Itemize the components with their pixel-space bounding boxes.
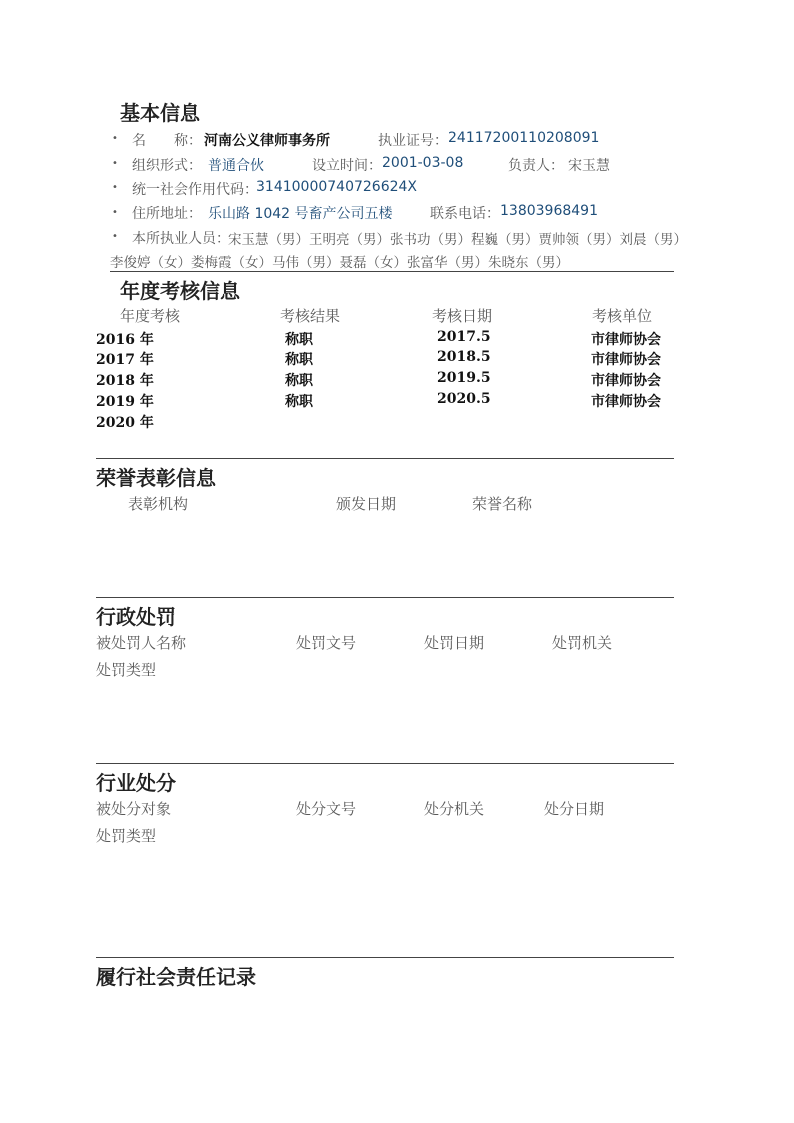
- col-header-discipline-date: 处分日期: [544, 800, 605, 818]
- col-header-discipline-authority: 处分机关: [424, 800, 485, 818]
- review-year: 2019 年: [96, 394, 154, 410]
- credit-code-label: 统一社会作用代码：: [132, 182, 258, 198]
- col-header-discipline-type: 处罚类型: [96, 827, 157, 845]
- col-header-disciplined-party: 被处分对象: [96, 800, 172, 818]
- section-divider: [96, 458, 674, 459]
- col-header-issuer: 表彰机构: [128, 495, 189, 513]
- admin-penalty-heading: 行政处罚: [96, 605, 176, 629]
- review-result: 称职: [285, 373, 313, 389]
- established-label: 设立时间：: [312, 158, 382, 174]
- col-header-penalized-name: 被处罚人名称: [96, 634, 187, 652]
- review-date: 2020.5: [437, 391, 491, 407]
- col-header-discipline-doc: 处分文号: [296, 800, 357, 818]
- bullet: •: [112, 158, 118, 169]
- basic-info-heading: 基本信息: [120, 101, 200, 125]
- firm-name: 河南公义律师事务所: [204, 133, 330, 149]
- phone-label: 联系电话：: [430, 206, 500, 222]
- review-result: 称职: [285, 332, 313, 348]
- bullet: •: [112, 133, 118, 144]
- established-date: 2001-03-08: [382, 155, 464, 171]
- col-header-penalty-date: 处罚日期: [424, 634, 485, 652]
- staff-line-1: 宋玉慧（男）王明亮（男）张书功（男）程巍（男）贾帅领（男）刘晨（男）: [228, 232, 687, 248]
- review-year: 2018 年: [96, 373, 154, 389]
- col-header-penalty-doc: 处罚文号: [296, 634, 357, 652]
- col-header-unit: 考核单位: [592, 307, 653, 325]
- leader-label: 负责人：: [508, 158, 564, 174]
- review-date: 2019.5: [437, 370, 491, 386]
- section-divider: [110, 271, 674, 272]
- review-unit: 市律师协会: [591, 394, 661, 410]
- review-unit: 市律师协会: [591, 332, 661, 348]
- industry-penalty-heading: 行业处分: [96, 771, 176, 795]
- license-number: 24117200110208091: [448, 130, 600, 146]
- review-year: 2017 年: [96, 352, 154, 368]
- col-header-penalty-authority: 处罚机关: [552, 634, 613, 652]
- review-year: 2020 年: [96, 415, 154, 431]
- review-year: 2016 年: [96, 332, 154, 348]
- review-result: 称职: [285, 352, 313, 368]
- section-divider: [96, 957, 674, 958]
- col-header-year: 年度考核: [120, 307, 181, 325]
- section-divider: [96, 597, 674, 598]
- bullet: •: [112, 182, 118, 193]
- name-label: 名 称：: [132, 133, 202, 149]
- col-header-issue-date: 颁发日期: [336, 495, 397, 513]
- bullet: •: [112, 231, 118, 242]
- col-header-honor-name: 荣誉名称: [472, 495, 533, 513]
- section-divider: [96, 763, 674, 764]
- staff-label: 本所执业人员：: [132, 231, 230, 247]
- col-header-date: 考核日期: [432, 307, 493, 325]
- col-header-penalty-type: 处罚类型: [96, 661, 157, 679]
- col-header-result: 考核结果: [280, 307, 341, 325]
- phone-number: 13803968491: [500, 203, 598, 219]
- review-date: 2018.5: [437, 349, 491, 365]
- review-unit: 市律师协会: [591, 352, 661, 368]
- annual-review-heading: 年度考核信息: [120, 279, 240, 303]
- staff-line-2: 李俊婷（女）娄梅霞（女）马伟（男）聂磊（女）张富华（男）朱晓东（男）: [110, 255, 569, 271]
- review-unit: 市律师协会: [591, 373, 661, 389]
- leader-name: 宋玉慧: [568, 158, 610, 174]
- honors-heading: 荣誉表彰信息: [96, 466, 216, 490]
- review-date: 2017.5: [437, 329, 491, 345]
- address-label: 住所地址：: [132, 206, 202, 222]
- org-value: 普通合伙: [208, 158, 264, 174]
- license-label: 执业证号：: [378, 133, 448, 149]
- bullet: •: [112, 207, 118, 218]
- review-result: 称职: [285, 394, 313, 410]
- org-label: 组织形式：: [132, 158, 202, 174]
- address-value: 乐山路 1042 号畜产公司五楼: [208, 206, 393, 222]
- social-responsibility-heading: 履行社会责任记录: [96, 965, 256, 989]
- credit-code: 31410000740726624X: [256, 179, 418, 195]
